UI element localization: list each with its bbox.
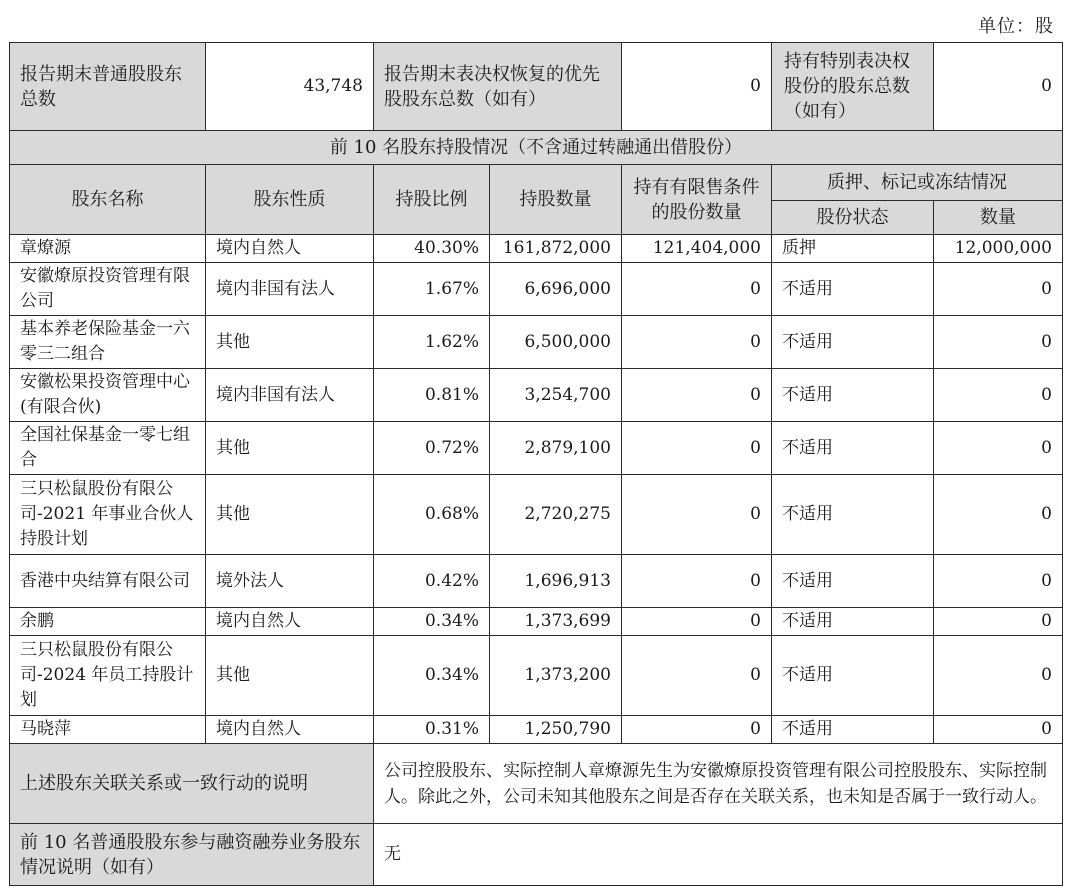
table-row <box>10 555 1063 608</box>
cell-name: 香港中央结算有限公司 <box>10 555 206 608</box>
cell-name: 三只松鼠股份有限公司-2021 年事业合伙人持股计划 <box>10 475 206 555</box>
cell-nature: 境内非国有法人 <box>206 263 374 316</box>
cell-quantity: 161,872,000 <box>490 235 622 263</box>
table-row <box>10 235 1063 263</box>
relationship-row <box>10 744 1063 824</box>
header-pledge-status: 股份状态 <box>772 201 934 235</box>
cell-status: 不适用 <box>772 636 934 716</box>
cell-name: 安徽燎原投资管理有限公司 <box>10 263 206 316</box>
cell-ratio: 1.67% <box>374 263 490 316</box>
cell-restricted: 0 <box>622 369 772 422</box>
cell-nature: 境内自然人 <box>206 235 374 263</box>
header-pledge-group: 质押、标记或冻结情况 <box>772 165 1063 201</box>
cell-restricted: 121,404,000 <box>622 235 772 263</box>
cell-pledge-qty: 12,000,000 <box>934 235 1063 263</box>
header-pledge-qty: 数量 <box>934 201 1063 235</box>
cell-status: 不适用 <box>772 263 934 316</box>
table-row <box>10 475 1063 555</box>
cell-nature: 其他 <box>206 475 374 555</box>
table-row <box>10 263 1063 316</box>
table-row <box>10 316 1063 369</box>
cell-restricted: 0 <box>622 636 772 716</box>
cell-restricted: 0 <box>622 422 772 475</box>
cell-ratio: 0.31% <box>374 716 490 744</box>
cell-pledge-qty: 0 <box>934 555 1063 608</box>
cell-quantity: 6,500,000 <box>490 316 622 369</box>
cell-restricted: 0 <box>622 316 772 369</box>
cell-nature: 其他 <box>206 422 374 475</box>
cell-pledge-qty: 0 <box>934 263 1063 316</box>
cell-pledge-qty: 0 <box>934 608 1063 636</box>
margin-trading-label: 前 10 名普通股股东参与融资融券业务股东情况说明（如有） <box>10 824 374 886</box>
header-ratio: 持股比例 <box>374 165 490 235</box>
cell-restricted: 0 <box>622 608 772 636</box>
cell-ratio: 0.68% <box>374 475 490 555</box>
cell-nature: 境外法人 <box>206 555 374 608</box>
header-name: 股东名称 <box>10 165 206 235</box>
table-row <box>10 716 1063 744</box>
table-row <box>10 369 1063 422</box>
cell-quantity: 3,254,700 <box>490 369 622 422</box>
cell-nature: 境内自然人 <box>206 608 374 636</box>
cell-pledge-qty: 0 <box>934 422 1063 475</box>
cell-ratio: 1.62% <box>374 316 490 369</box>
cell-status: 不适用 <box>772 608 934 636</box>
cell-nature: 境内非国有法人 <box>206 369 374 422</box>
cell-restricted: 0 <box>622 555 772 608</box>
header-quantity: 持股数量 <box>490 165 622 235</box>
cell-status: 不适用 <box>772 422 934 475</box>
cell-restricted: 0 <box>622 263 772 316</box>
cell-pledge-qty: 0 <box>934 316 1063 369</box>
cell-nature: 其他 <box>206 636 374 716</box>
cell-ratio: 0.34% <box>374 636 490 716</box>
section-title: 前 10 名股东持股情况（不含通过转融通出借股份） <box>10 131 1063 165</box>
cell-ratio: 0.72% <box>374 422 490 475</box>
cell-status: 不适用 <box>772 475 934 555</box>
cell-restricted: 0 <box>622 475 772 555</box>
header-nature: 股东性质 <box>206 165 374 235</box>
cell-pledge-qty: 0 <box>934 716 1063 744</box>
restored-pref-value: 0 <box>622 43 772 131</box>
cell-nature: 境内自然人 <box>206 716 374 744</box>
cell-status: 质押 <box>772 235 934 263</box>
section-title-row <box>10 131 1063 165</box>
cell-pledge-qty: 0 <box>934 636 1063 716</box>
summary-row <box>10 43 1063 131</box>
cell-ratio: 0.34% <box>374 608 490 636</box>
cell-name: 基本养老保险基金一六零三二组合 <box>10 316 206 369</box>
cell-quantity: 1,696,913 <box>490 555 622 608</box>
cell-status: 不适用 <box>772 369 934 422</box>
restored-pref-label: 报告期末表决权恢复的优先股股东总数（如有） <box>374 43 622 131</box>
relationship-text: 公司控股股东、实际控制人章燎源先生为安徽燎原投资管理有限公司控股股东、实际控制人。除此之外，公司未知其他股东之间是否存在关联关系，也未知是否属于一致行动人。 <box>374 744 1063 824</box>
cell-name: 全国社保基金一零七组合 <box>10 422 206 475</box>
cell-name: 安徽松果投资管理中心(有限合伙) <box>10 369 206 422</box>
header-row <box>10 165 1063 201</box>
cell-pledge-qty: 0 <box>934 369 1063 422</box>
cell-ratio: 0.42% <box>374 555 490 608</box>
cell-status: 不适用 <box>772 316 934 369</box>
cell-quantity: 1,250,790 <box>490 716 622 744</box>
cell-ratio: 0.81% <box>374 369 490 422</box>
unit-label: 单位：股 <box>978 16 1054 37</box>
cell-name: 余鹏 <box>10 608 206 636</box>
cell-name: 章燎源 <box>10 235 206 263</box>
table-row <box>10 422 1063 475</box>
cell-nature: 其他 <box>206 316 374 369</box>
cell-name: 马晓萍 <box>10 716 206 744</box>
table-row <box>10 636 1063 716</box>
special-voting-value: 0 <box>934 43 1063 131</box>
special-voting-label: 持有特别表决权股份的股东总数（如有） <box>772 43 934 131</box>
cell-pledge-qty: 0 <box>934 475 1063 555</box>
cell-quantity: 2,720,275 <box>490 475 622 555</box>
total-holders-label: 报告期末普通股股东总数 <box>10 43 206 131</box>
total-holders-value: 43,748 <box>206 43 374 131</box>
margin-trading-text: 无 <box>374 824 1063 886</box>
margin-trading-row <box>10 824 1063 886</box>
cell-quantity: 2,879,100 <box>490 422 622 475</box>
cell-quantity: 6,696,000 <box>490 263 622 316</box>
cell-status: 不适用 <box>772 555 934 608</box>
shareholder-table <box>9 42 1063 886</box>
cell-ratio: 40.30% <box>374 235 490 263</box>
cell-name: 三只松鼠股份有限公司-2024 年员工持股计划 <box>10 636 206 716</box>
cell-quantity: 1,373,200 <box>490 636 622 716</box>
cell-status: 不适用 <box>772 716 934 744</box>
header-restricted: 持有有限售条件的股份数量 <box>622 165 772 235</box>
cell-quantity: 1,373,699 <box>490 608 622 636</box>
relationship-label: 上述股东关联关系或一致行动的说明 <box>10 744 374 824</box>
cell-restricted: 0 <box>622 716 772 744</box>
table-row <box>10 608 1063 636</box>
